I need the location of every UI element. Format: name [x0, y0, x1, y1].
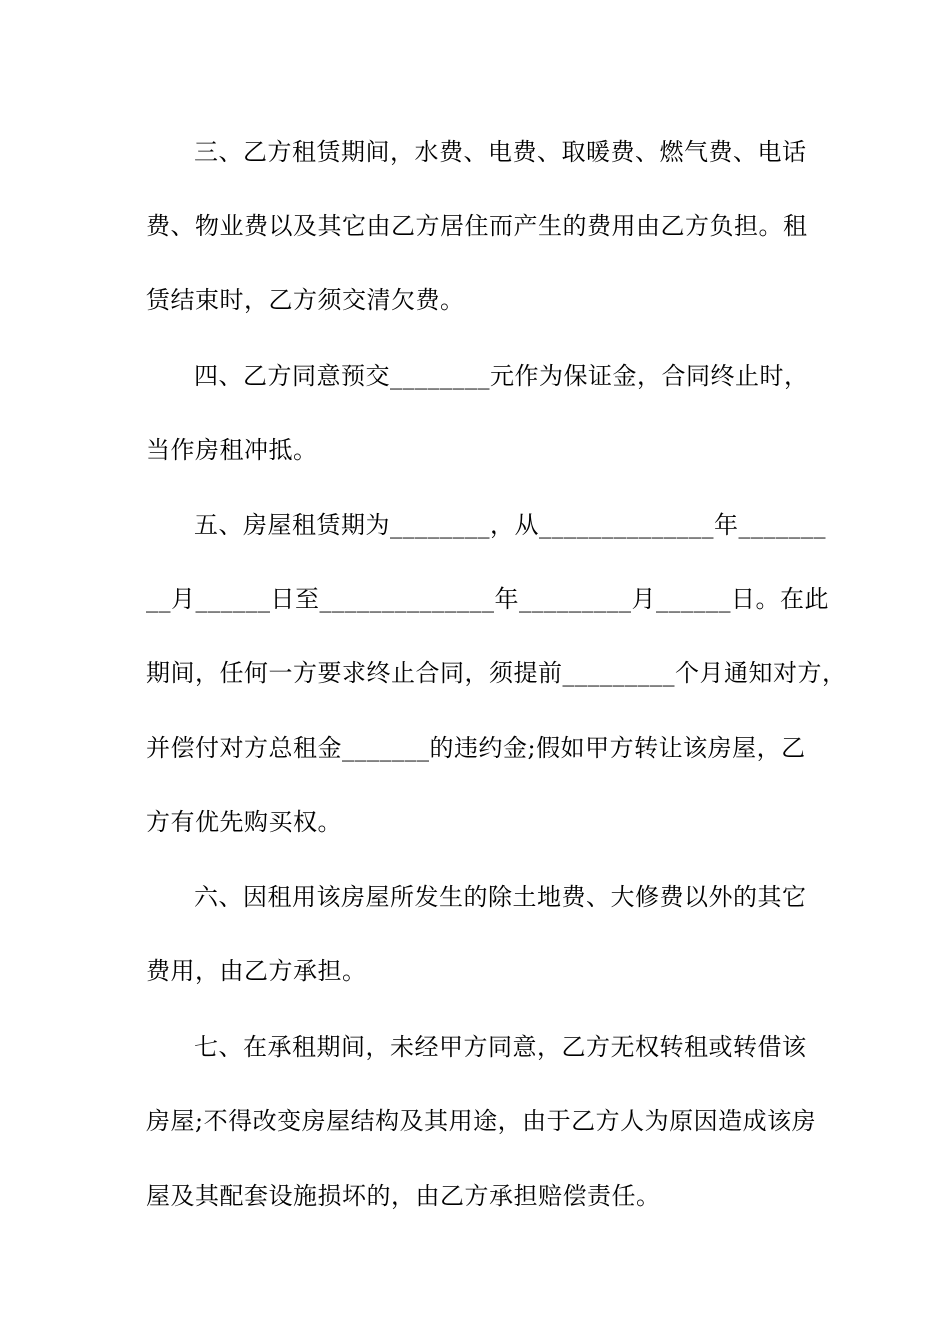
clause-4-line-1: 四、乙方同意预交________元作为保证金，合同终止时，	[194, 362, 809, 390]
clause-6-line-2: 费用，由乙方承担。	[146, 957, 367, 985]
clause-4-line-2: 当作房租冲抵。	[146, 436, 318, 464]
clause-3-line-2: 费、物业费以及其它由乙方居住而产生的费用由乙方负担。租	[146, 212, 808, 240]
clause-5-line-2: __月______日至______________年_________月______日。在此	[146, 585, 829, 613]
clause-3-line-1: 三、乙方租赁期间，水费、电费、取暖费、燃气费、电话	[194, 138, 807, 166]
clause-6-line-1: 六、因租用该房屋所发生的除土地费、大修费以外的其它	[194, 883, 807, 911]
clause-7-line-1: 七、在承租期间，未经甲方同意，乙方无权转租或转借该	[194, 1033, 807, 1061]
clause-7-line-3: 屋及其配套设施损坏的，由乙方承担赔偿责任。	[146, 1182, 661, 1210]
clause-7-line-2: 房屋;不得改变房屋结构及其用途，由于乙方人为原因造成该房	[146, 1107, 817, 1135]
clause-5-line-1: 五、房屋租赁期为________，从______________年_______	[194, 511, 826, 539]
clause-5-line-4: 并偿付对方总租金_______的违约金;假如甲方转让该房屋，乙	[146, 734, 806, 762]
clause-5-line-5: 方有优先购买权。	[146, 808, 342, 836]
clause-5-line-3: 期间，任何一方要求终止合同，须提前_________个月通知对方，	[146, 659, 847, 687]
clause-3-line-3: 赁结束时，乙方须交清欠费。	[146, 286, 465, 314]
